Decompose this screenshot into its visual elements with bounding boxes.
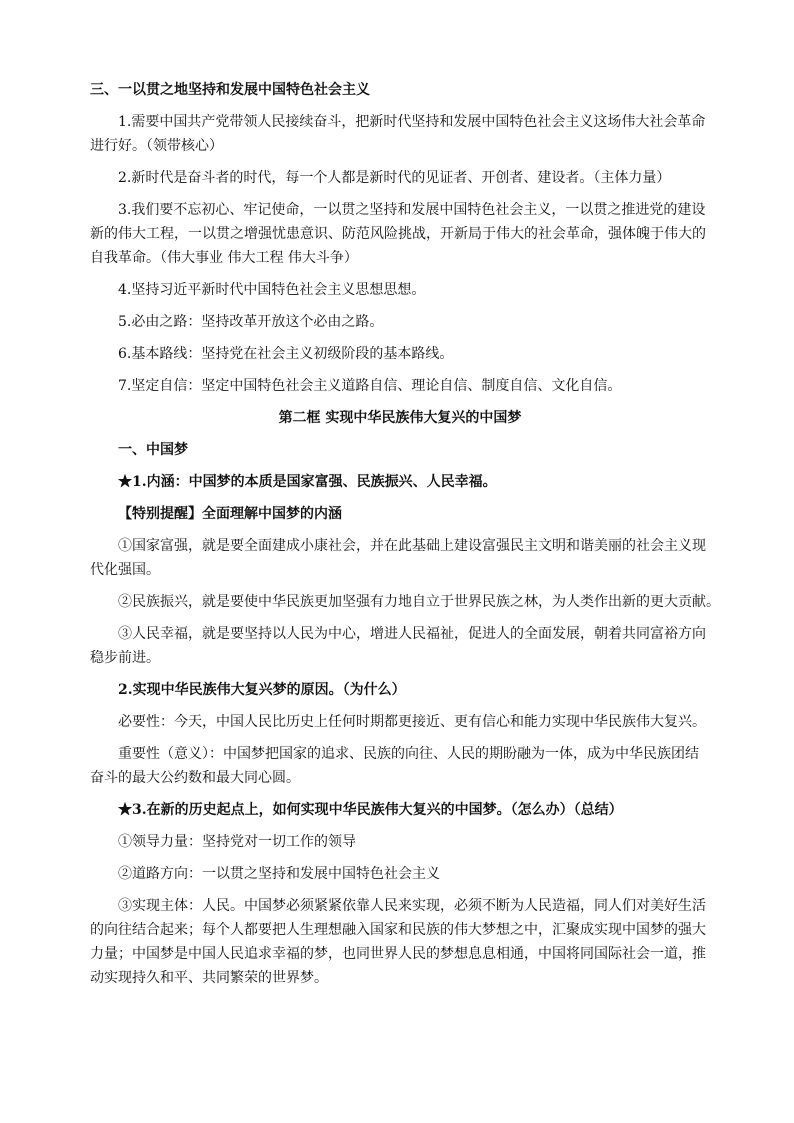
point-3-item-3: ③实现主体：人民。中国梦必须紧紧依靠人民来实现，必须不断为人民造福，同人们对美好生活 的向往结合起来；每个人都要把人生理想融入国家和民族的伟大梦想之中，汇聚成实现中国梦的强大 力量；中国梦是中国人民追求幸福的梦，也同世界人民的梦想息息相通，中国将同国际社会一道，推 动实现持久和平、共同繁荣的世界梦。 — [90, 898, 706, 986]
point-3-item-2: ②道路方向：一以贯之坚持和发展中国特色社会主义 — [118, 866, 440, 882]
point-3-heading: ★3.在新的历史起点上，如何实现中华民族伟大复兴的中国梦。（怎么办）（总结） — [118, 802, 623, 818]
section-3-heading: 三、一以贯之地坚持和发展中国特色社会主义 — [90, 82, 370, 98]
section-3-item-1: 1.需要中国共产党带领人民接续奋斗，把新时代坚持和发展中国特色社会主义这场伟大社会革命 进行好。（领带核心） — [90, 114, 706, 154]
reminder-item-1: ①国家富强，就是要全面建成小康社会，并在此基础上建设富强民主文明和谐美丽的社会主义现 代化强国。 — [90, 538, 706, 578]
point-2-importance: 重要性（意义）：中国梦把国家的追求、民族的向往、人民的期盼融为一体，成为中华民族团结 奋斗的最大公约数和最大同心圆。 — [90, 746, 699, 786]
section-3-item-2: 2.新时代是奋斗者的时代，每一个人都是新时代的见证者、开创者、建设者。（主体力量） — [118, 170, 671, 186]
point-3-item-1: ①领导力量：坚持党对一切工作的领导 — [118, 834, 356, 850]
special-reminder-heading: 【特别提醒】全面理解中国梦的内涵 — [118, 506, 342, 522]
reminder-item-2: ②民族振兴，就是要使中华民族更加坚强有力地自立于世界民族之林，为人类作出新的更大贡献。 — [118, 594, 720, 610]
section-3-item-6: 6.基本路线：坚持党在社会主义初级阶段的基本路线。 — [118, 346, 454, 362]
point-1-definition: ★1.内涵：中国梦的本质是国家富强、民族振兴、人民幸福。 — [118, 474, 497, 490]
frame-2-title: 第二框 实现中华民族伟大复兴的中国梦 — [278, 410, 522, 426]
frame-2-subheading: 一、中国梦 — [118, 442, 188, 458]
section-3-item-3: 3.我们要不忘初心、牢记使命，一以贯之坚持和发展中国特色社会主义，一以贯之推进党的建设 新的伟大工程，一以贯之增强忧患意识、防范风险挑战，开新局于伟大的社会革命，强体魄于伟大的 自我革命。（伟大事业 伟大工程 伟大斗争） — [90, 202, 706, 266]
section-3-item-7: 7.坚定自信：坚定中国特色社会主义道路自信、理论自信、制度自信、文化自信。 — [118, 378, 622, 394]
document-page — [90, 78, 720, 998]
point-2-necessity: 必要性：今天，中国人民比历史上任何时期都更接近、更有信心和能力实现中华民族伟大复兴。 — [118, 714, 706, 730]
point-2-heading: 2.实现中华民族伟大复兴梦的原因。（为什么） — [118, 682, 406, 698]
reminder-item-3: ③人民幸福，就是要坚持以人民为中心，增进人民福祉，促进人的全面发展，朝着共同富裕方向 稳步前进。 — [90, 626, 706, 666]
section-3-item-5: 5.必由之路：坚持改革开放这个必由之路。 — [118, 314, 384, 330]
section-3-item-4: 4.坚持习近平新时代中国特色社会主义思想思想。 — [118, 282, 426, 298]
